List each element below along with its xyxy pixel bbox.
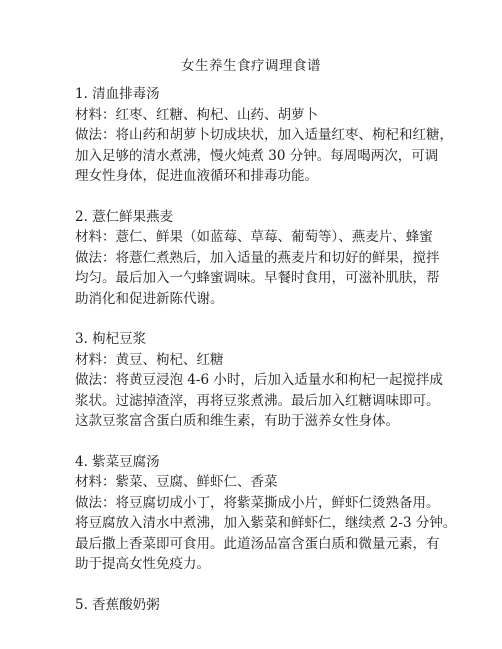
recipe-ingredients: 材料：红枣、红糖、枸杞、山药、胡萝卜 — [75, 106, 318, 123]
recipe-section-5 — [75, 595, 440, 616]
document-title: 女生养生食疗调理食谱 — [181, 58, 321, 74]
recipe-heading: 1. 清血排毒汤 — [75, 86, 160, 102]
recipe-method-line: 浆状。过滤掉渣滓，再将豆浆煮沸。最后加入红糖调味即可。 — [75, 392, 440, 409]
recipe-heading: 3. 枸杞豆浆 — [75, 331, 147, 347]
recipe-method-line: 加入足够的清水煮沸，慢火炖煮 30 分钟。每周喝两次，可调 — [75, 147, 439, 164]
recipe-method-line: 做法：将薏仁煮熟后，加入适量的燕麦片和切好的鲜果，搅拌 — [75, 249, 440, 266]
recipe-ingredients: 材料：薏仁、鲜果（如蓝莓、草莓、葡萄等）、燕麦片、蜂蜜 — [75, 229, 433, 245]
recipe-method-line: 助消化和促进新陈代谢。 — [75, 290, 224, 307]
recipe-list — [75, 84, 457, 635]
recipe-section-4 — [75, 452, 457, 575]
recipe-method-line: 将豆腐放入清水中煮沸，加入紫菜和鲜虾仁，继续煮 2-3 分钟。 — [75, 515, 457, 531]
recipe-heading: 4. 紫菜豆腐汤 — [75, 453, 160, 470]
recipe-ingredients: 材料：紫菜、豆腐、鲜虾仁、香菜 — [75, 474, 278, 490]
recipe-section-1 — [75, 84, 453, 187]
recipe-method-line: 均匀。最后加入一勺蜂蜜调味。早餐时食用，可滋补肌肤，帮 — [75, 270, 440, 286]
recipe-method-line: 这款豆浆富含蛋白质和维生素，有助于滋养女性身体。 — [75, 413, 399, 429]
recipe-method-line: 理女性身体，促进血液循环和排毒功能。 — [75, 168, 318, 184]
recipe-method-line: 助于提高女性免疫力。 — [75, 556, 210, 572]
recipe-method-line: 做法：将山药和胡萝卜切成块状，加入适量红枣、枸杞和红糖， — [75, 127, 453, 143]
recipe-section-2 — [75, 207, 440, 310]
recipe-ingredients: 材料：黄豆、枸杞、红糖 — [75, 351, 224, 368]
recipe-section-3 — [75, 329, 443, 432]
recipe-method-line: 做法：将黄豆浸泡 4-6 小时，后加入适量水和枸杞一起搅拌成 — [75, 372, 443, 388]
recipe-method-line: 最后撒上香菜即可食用。此道汤品富含蛋白质和微量元素，有 — [75, 535, 440, 552]
recipe-heading: 2. 薏仁鲜果燕麦 — [75, 208, 174, 225]
recipe-method-line: 做法：将豆腐切成小丁，将紫菜撕成小片，鲜虾仁烫熟备用。 — [75, 494, 440, 511]
recipe-heading: 5. 香蕉酸奶粥 — [75, 596, 160, 613]
